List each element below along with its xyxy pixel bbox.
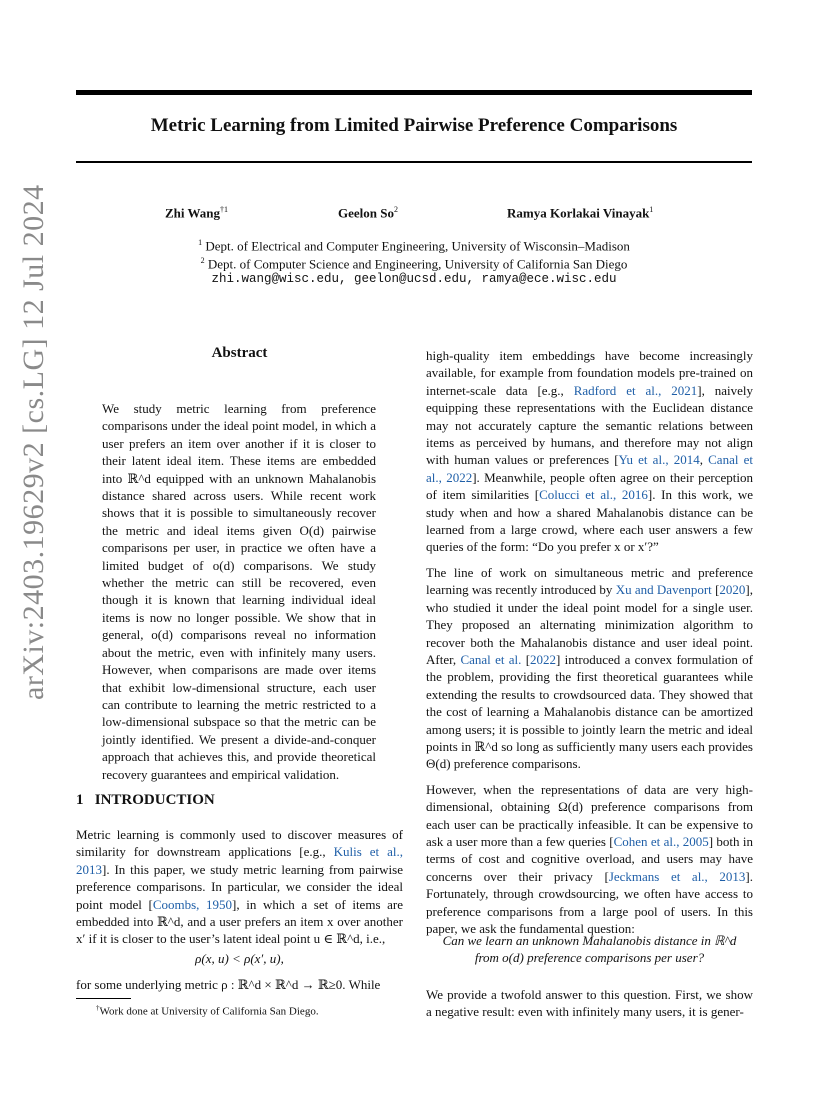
text-run: ]. Fortunately, through crowdsourcing, we often have access to preference comparisons from a large pool of users. In this paper, we ask the fundamental question: bbox=[426, 868, 753, 936]
section-title: INTRODUCTION bbox=[94, 792, 215, 808]
arxiv-identifier: arXiv:2403.19629v2 [cs.LG] 12 Jul 2024 bbox=[17, 184, 50, 700]
citation-link[interactable]: Kulis et al., 2013 bbox=[76, 844, 403, 877]
footnote-mark: † bbox=[96, 1004, 100, 1012]
affiliation-mark: 2 bbox=[200, 256, 205, 265]
author-mark: 1 bbox=[649, 205, 654, 214]
right-paragraph-1 bbox=[426, 347, 753, 556]
section-number: 1 bbox=[76, 792, 84, 808]
question-line-1: Can we learn an unknown Mahalanobis distance in ℝ^d bbox=[442, 933, 737, 948]
text-run: The line of work on simultaneous metric and preference learning was recently introduced by bbox=[426, 564, 753, 598]
research-question bbox=[426, 932, 753, 967]
citation-link[interactable]: 2022 bbox=[530, 651, 557, 667]
author-name: Zhi Wang bbox=[165, 205, 221, 221]
footnote bbox=[76, 1004, 403, 1018]
text-run: ]. Meanwhile, people often agree on their perception of item similarities [ bbox=[426, 469, 753, 503]
text-run: [ bbox=[711, 582, 720, 598]
citation-link[interactable]: Xu and Davenport bbox=[615, 582, 712, 598]
author-name: Ramya Korlakai Vinayak bbox=[507, 205, 650, 221]
equation: ρ(x, u) < ρ(x′, u), bbox=[195, 951, 284, 966]
intro-paragraph-continued: for some underlying metric ρ : ℝ^d × ℝ^d → ℝ≥0. While bbox=[76, 977, 381, 992]
right-column bbox=[426, 347, 753, 945]
text-run: , bbox=[699, 452, 709, 468]
text-run: high-quality item embeddings have become increasingly available, for example from foundation models pre-trained on internet-scale data [e.g., bbox=[426, 348, 753, 398]
section-heading-introduction bbox=[76, 792, 215, 809]
citation-link[interactable]: Yu et al., 2014 bbox=[618, 452, 700, 468]
text-run: ] introduced a convex formulation of the problem, providing the first theoretical guarantees while extending the results to crowdsourced data. They showed that the cost of learning a Mahalanobis distance can be amortized among users; it is possible to jointly learn the metric and ideal points in ℝ^d so long as sufficiently many users each provides Θ(d) preference comparisons. bbox=[426, 651, 753, 772]
author-emails: zhi.wang@wisc.edu, geelon@ucsd.edu, ramya@ece.wisc.edu bbox=[211, 272, 617, 286]
citation-link[interactable]: Coombs, 1950 bbox=[152, 896, 233, 912]
author-name: Geelon So bbox=[338, 205, 394, 221]
affiliation-2 bbox=[76, 256, 752, 272]
title-top-rule bbox=[76, 90, 752, 95]
abstract-text: We study metric learning from preference comparisons under the ideal point model, in which a user prefers an item over another if it is closer to their latent ideal item. These items are embedded into ℝ^d equipped with an unknown Mahalanobis distance shared across users. While recent work shows that it is possible to simultaneously recover the metric and ideal items given O(d) pairwise comparisons per user, in practice we often have a limited budget of o(d) comparisons. We study whether the metric can still be recovered, even though it is known that learning individual ideal items is now no longer possible. We show that in general, o(d) comparisons reveal no information about the metric, even with infinitely many users. However, when comparisons are made over items that exhibit low-dimensional structure, each user can contribute to learning the metric restricted to a low-dimensional subspace so that the metric can be jointly identified. We present a divide-and-conquer approach that achieves this, and provide theoretical recovery guarantees and empirical validation. bbox=[102, 401, 376, 782]
citation-link[interactable]: Colucci et al., 2016 bbox=[539, 487, 648, 503]
intro-paragraph-1 bbox=[76, 826, 403, 948]
citation-link[interactable]: Canal et al. bbox=[460, 651, 522, 667]
citation-link[interactable]: Cohen et al., 2005 bbox=[613, 833, 709, 849]
text-run: ] both in terms of cost and cognitive overload, and users may have concerns over their privacy [ bbox=[426, 833, 753, 884]
text-run: Metric learning is commonly used to discover measures of similarity for downstream applications [e.g., bbox=[76, 827, 403, 860]
text-run: ], naively equipping these representations with the Euclidean distance may not accurately capture the semantic relations between items as perceived by humans, and therefore may not align with human values or preferences [ bbox=[426, 382, 754, 468]
right-paragraph-3 bbox=[426, 781, 753, 938]
abstract-heading: Abstract bbox=[211, 345, 268, 361]
affiliation-mark: 1 bbox=[198, 238, 203, 247]
author-2 bbox=[338, 205, 398, 221]
title-bottom-rule bbox=[76, 161, 752, 163]
author-mark: 2 bbox=[393, 205, 398, 214]
citation-link[interactable]: Radford et al., 2021 bbox=[573, 382, 698, 398]
author-3 bbox=[507, 205, 653, 221]
paper-title: Metric Learning from Limited Pairwise Preference Comparisons bbox=[150, 115, 678, 136]
affiliation-text: Dept. of Electrical and Computer Engineering, University of Wisconsin–Madison bbox=[205, 238, 630, 254]
text-run: ]. In this paper, we study metric learning from pairwise preference comparisons. In particular, we consider the ideal point model [ bbox=[76, 861, 403, 912]
text-run: ]. In this work, we study when and how a shared Mahalanobis distance can be learned from a large crowd, where each user answers a few queries of the form: “Do you prefer x or x′?” bbox=[426, 487, 753, 555]
text-run: However, when the representations of data are very high-dimensional, obtaining Ω(d) preference comparisons from each user can be practically infeasible. It can be expensive to ask a user more than a few queries [ bbox=[426, 781, 753, 849]
citation-link[interactable]: Canal et al., 2022 bbox=[426, 452, 753, 485]
affiliation-text: Dept. of Computer Science and Engineering, University of California San Diego bbox=[207, 256, 628, 272]
right-paragraph-4: We provide a twofold answer to this question. First, we show a negative result: even with infinitely many users, it is gener- bbox=[426, 987, 753, 1020]
citation-link[interactable]: Jeckmans et al., 2013 bbox=[608, 868, 746, 884]
text-run: ], who studied it under the ideal point model for a single user. They proposed an alternating minimization algorithm to recover both the Mahalanobis distance and user ideal point. After, bbox=[426, 582, 753, 667]
author-mark: †1 bbox=[220, 205, 229, 214]
question-line-2: from o(d) preference comparisons per user? bbox=[474, 950, 705, 966]
author-1 bbox=[165, 205, 228, 221]
footnote-text: Work done at University of California San Diego. bbox=[99, 1005, 319, 1018]
footnote-rule bbox=[76, 998, 131, 999]
right-paragraph-2 bbox=[426, 564, 753, 773]
citation-link[interactable]: 2020 bbox=[719, 582, 746, 598]
affiliation-1 bbox=[76, 238, 752, 254]
text-run: [ bbox=[521, 651, 531, 667]
text-run: ], in which a set of items are embedded into ℝ^d, and a user prefers an item x over another x′ if it is closer to the user’s latent ideal point u ∈ ℝ^d, i.e., bbox=[76, 896, 404, 947]
